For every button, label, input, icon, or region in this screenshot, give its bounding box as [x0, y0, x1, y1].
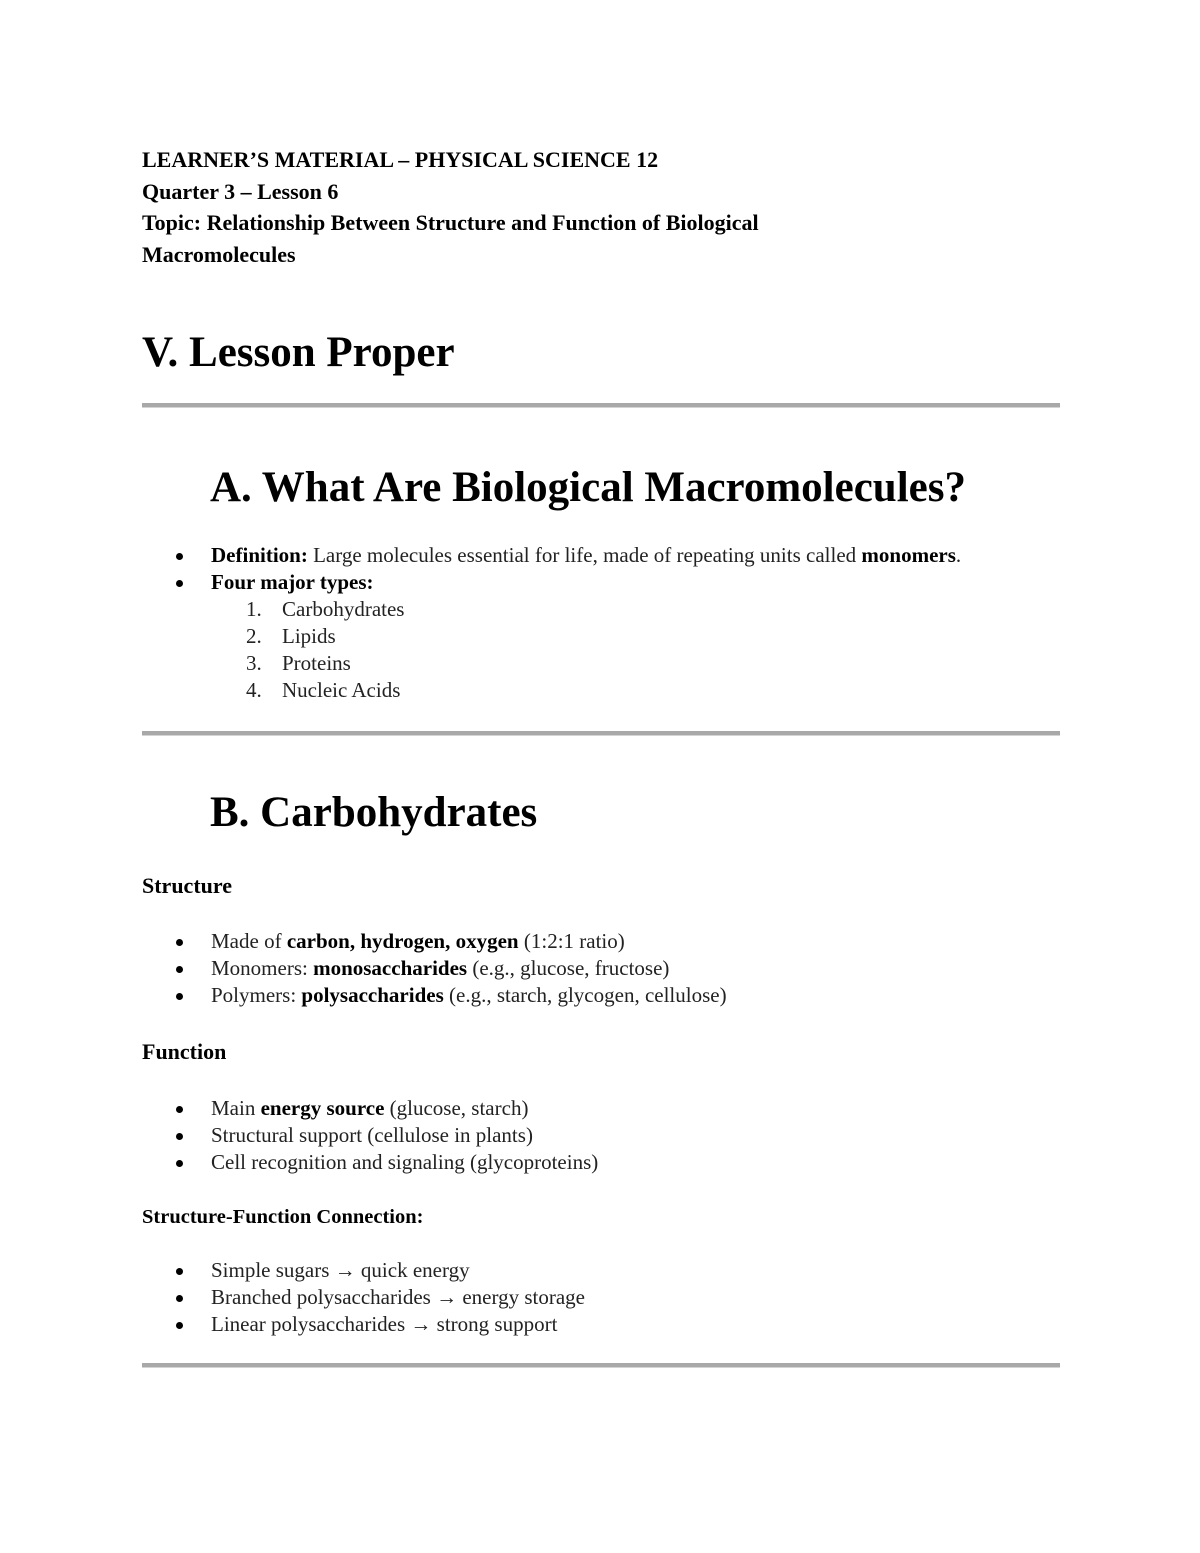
- item-text: Branched polysaccharides → energy storage: [211, 1285, 585, 1309]
- item-text: Main: [211, 1096, 261, 1120]
- material-title: LEARNER’S MATERIAL – PHYSICAL SCIENCE 12: [142, 147, 659, 172]
- list-item: [142, 1284, 1060, 1311]
- connection-heading: Structure-Function Connection:: [142, 1206, 424, 1228]
- section-a-bullets: [142, 542, 1060, 596]
- item-text: Polymers:: [211, 983, 302, 1007]
- item-number: 2.: [246, 624, 262, 648]
- item-text: (e.g., glucose, fructose): [467, 956, 670, 980]
- item-number: 1.: [246, 597, 262, 621]
- definition-text: Large molecules essential for life, made of repeating units called: [307, 543, 862, 567]
- bullet-icon: [176, 580, 183, 587]
- document-header: [142, 144, 1060, 270]
- definition-bold: monomers: [861, 543, 956, 567]
- macromolecule-types-list: [142, 596, 1060, 704]
- item-bold: carbon, hydrogen, oxygen: [286, 929, 519, 953]
- topic-line: Topic: Relationship Between Structure and Function of Biological: [142, 210, 759, 235]
- item-text: Cell recognition and signaling (glycoproteins): [211, 1150, 599, 1174]
- list-item: [142, 596, 1060, 623]
- bullet-icon: [176, 1295, 183, 1302]
- bullet-icon: [176, 1106, 183, 1113]
- bullet-icon: [176, 1268, 183, 1275]
- bullet-icon: [176, 993, 183, 1000]
- bullet-icon: [176, 966, 183, 973]
- item-label: Proteins: [282, 651, 351, 675]
- connection-list: [142, 1257, 1060, 1338]
- definition-end: .: [955, 543, 962, 567]
- item-text: (glucose, starch): [384, 1096, 529, 1120]
- item-bold: monosaccharides: [313, 956, 468, 980]
- list-item: [142, 955, 1060, 982]
- list-item: [142, 542, 1060, 569]
- list-item: [142, 982, 1060, 1009]
- types-label: Four major types:: [211, 570, 374, 594]
- item-text: (e.g., starch, glycogen, cellulose): [443, 983, 727, 1007]
- structure-list: [142, 928, 1060, 1009]
- bullet-icon: [176, 1322, 183, 1329]
- definition-label: Definition:: [211, 543, 308, 567]
- list-item: [142, 1149, 1060, 1176]
- list-item: [142, 1257, 1060, 1284]
- item-text: (1:2:1 ratio): [518, 929, 625, 953]
- list-item: [142, 928, 1060, 955]
- item-text: Made of: [211, 929, 287, 953]
- bullet-icon: [176, 939, 183, 946]
- item-text: Linear polysaccharides → strong support: [211, 1312, 558, 1336]
- structure-heading: Structure: [142, 873, 233, 898]
- list-item: [142, 650, 1060, 677]
- function-list: [142, 1095, 1060, 1176]
- horizontal-rule: [142, 1363, 1060, 1368]
- bullet-icon: [176, 553, 183, 560]
- item-label: Lipids: [282, 624, 336, 648]
- function-heading: Function: [142, 1039, 227, 1064]
- bullet-icon: [176, 1160, 183, 1167]
- document-page: [142, 138, 1060, 1336]
- item-label: Carbohydrates: [282, 597, 405, 621]
- section-b-title: B. Carbohydrates: [210, 789, 538, 836]
- item-text: Monomers:: [211, 956, 314, 980]
- lesson-title: V. Lesson Proper: [142, 329, 455, 376]
- bullet-icon: [176, 1133, 183, 1140]
- horizontal-rule: [142, 403, 1060, 408]
- list-item: [142, 1311, 1060, 1338]
- list-item: [142, 1122, 1060, 1149]
- list-item: [142, 623, 1060, 650]
- list-item: [142, 569, 1060, 596]
- topic-line-continued: Macromolecules: [142, 241, 296, 267]
- quarter-lesson: Quarter 3 – Lesson 6: [142, 178, 339, 204]
- section-a-title: A. What Are Biological Macromolecules?: [210, 464, 966, 511]
- item-label: Nucleic Acids: [282, 678, 401, 702]
- list-item: [142, 677, 1060, 704]
- item-bold: energy source: [260, 1096, 385, 1120]
- item-number: 4.: [246, 678, 262, 702]
- item-bold: polysaccharides: [301, 983, 444, 1007]
- list-item: [142, 1095, 1060, 1122]
- item-text: Structural support (cellulose in plants): [211, 1123, 533, 1147]
- item-number: 3.: [246, 651, 262, 675]
- item-text: Simple sugars → quick energy: [211, 1258, 470, 1282]
- horizontal-rule: [142, 731, 1060, 736]
